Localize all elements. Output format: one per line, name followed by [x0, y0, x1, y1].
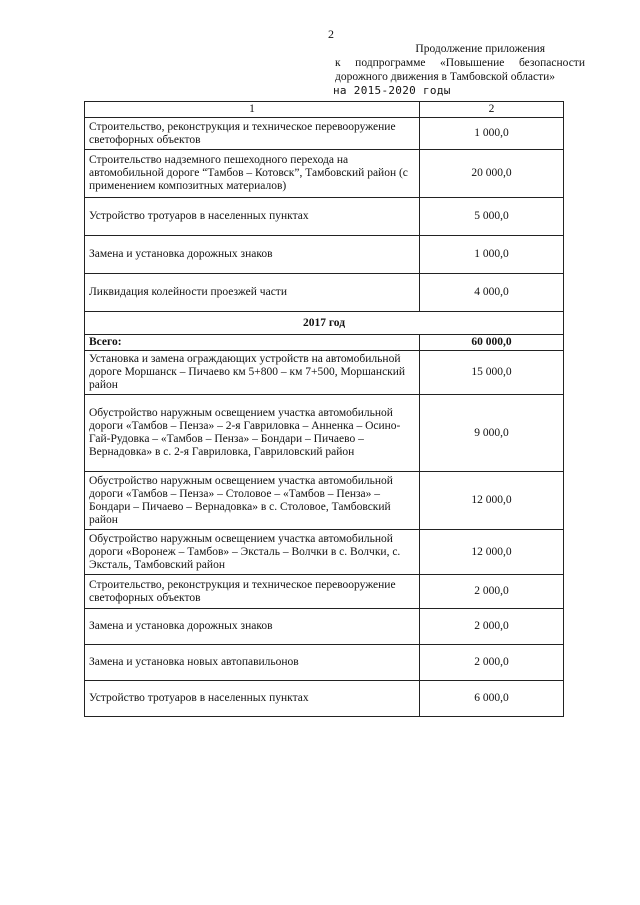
row-value: 15 000,0 — [420, 351, 564, 395]
program-table — [84, 101, 564, 717]
table-header-row — [85, 102, 564, 118]
table-row — [85, 274, 564, 312]
year-title: 2017 год — [85, 312, 564, 335]
table-row — [85, 150, 564, 198]
table-row — [85, 645, 564, 681]
table-row — [85, 236, 564, 274]
table-row — [85, 575, 564, 609]
table-row — [85, 351, 564, 395]
row-value: 20 000,0 — [420, 150, 564, 198]
row-value: 12 000,0 — [420, 472, 564, 530]
row-name: Установка и замена ограждающих устройств на автомобильной дороге Моршанск – Пичаево км 5+800 – км 7+500, Моршанский район — [85, 351, 420, 395]
total-value: 60 000,0 — [420, 335, 564, 351]
header-line-3: дорожного движения в Тамбовской области» — [335, 71, 555, 83]
row-value: 5 000,0 — [420, 198, 564, 236]
header-line-2: к подпрограмме «Повышение безопасности — [335, 57, 585, 69]
appendix-header — [333, 42, 585, 97]
row-value: 2 000,0 — [420, 609, 564, 645]
table-row — [85, 395, 564, 472]
row-value: 12 000,0 — [420, 530, 564, 575]
row-name: Замена и установка дорожных знаков — [85, 236, 420, 274]
row-value: 2 000,0 — [420, 575, 564, 609]
table-row — [85, 530, 564, 575]
row-name: Замена и установка новых автопавильонов — [85, 645, 420, 681]
row-value: 1 000,0 — [420, 118, 564, 150]
row-name: Обустройство наружным освещением участка автомобильной дороги «Тамбов – Пенза» – 2-я Гавриловка – Анненка – Осино-Гай-Рудовка – «Тамбов – Пенза» – Бондари – Пичаево – Вернадовка» в с. 2-я Гавриловка, Гавриловский район — [85, 395, 420, 472]
row-name: Строительство, реконструкция и техническое перевооружение светофорных объектов — [85, 118, 420, 150]
row-name: Устройство тротуаров в населенных пунктах — [85, 681, 420, 717]
table-row — [85, 681, 564, 717]
row-name: Строительство, реконструкция и техническое перевооружение светофорных объектов — [85, 575, 420, 609]
header-line-1: Продолжение приложения — [415, 43, 545, 55]
row-name: Обустройство наружным освещением участка автомобильной дороги «Воронеж – Тамбов» – Эксталь – Волчки в с. Волчки, с. Эксталь, Тамбовский район — [85, 530, 420, 575]
table-row — [85, 609, 564, 645]
row-name: Обустройство наружным освещением участка автомобильной дороги «Тамбов – Пенза» – Столовое – «Тамбов – Пенза» – Бондари – Пичаево – Вернадовка» в с. Столовое, Тамбовский район — [85, 472, 420, 530]
row-name: Замена и установка дорожных знаков — [85, 609, 420, 645]
row-name: Устройство тротуаров в населенных пунктах — [85, 198, 420, 236]
year-section-row — [85, 312, 564, 335]
total-label: Всего: — [85, 335, 420, 351]
table-row — [85, 118, 564, 150]
page-number: 2 — [328, 27, 334, 41]
row-name: Ликвидация колейности проезжей части — [85, 274, 420, 312]
table-row — [85, 198, 564, 236]
row-value: 4 000,0 — [420, 274, 564, 312]
row-value: 6 000,0 — [420, 681, 564, 717]
column-header-1: 1 — [85, 102, 420, 118]
total-row — [85, 335, 564, 351]
row-value: 9 000,0 — [420, 395, 564, 472]
row-name: Строительство надземного пешеходного перехода на автомобильной дороге “Тамбов – Котовск”, Тамбовский район (с применением композитных материалов) — [85, 150, 420, 198]
row-value: 2 000,0 — [420, 645, 564, 681]
row-value: 1 000,0 — [420, 236, 564, 274]
table-row — [85, 472, 564, 530]
column-header-2: 2 — [420, 102, 564, 118]
header-line-4: на 2015-2020 годы — [333, 84, 451, 97]
